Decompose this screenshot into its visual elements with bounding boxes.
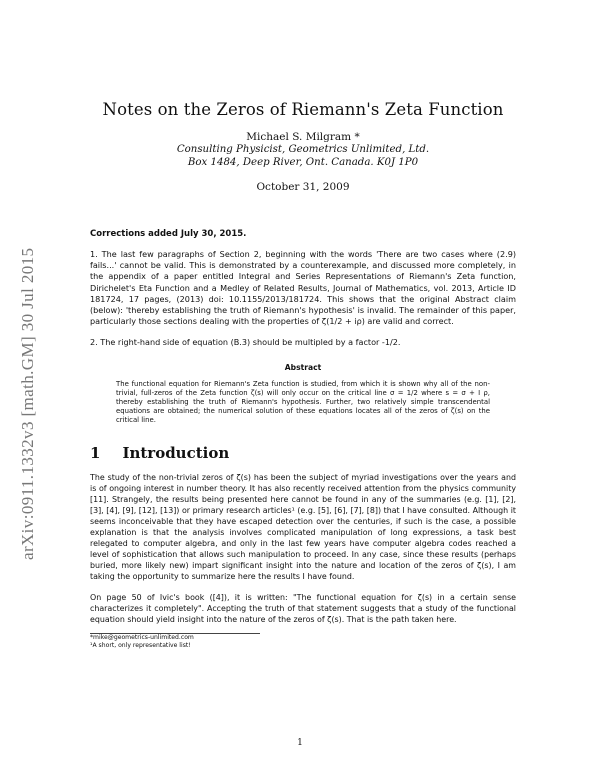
footnote-1: ¹A short, only representative list! <box>90 641 191 649</box>
section-title: Introduction <box>122 443 230 462</box>
correction-item-1: 1. The last few paragraphs of Section 2, beginning with the words 'There are two cases where (2.9) fails...' cannot be valid. This is demonstrated by a counterexample, and discussed more completely, in the appendix of a paper entitled Integral and Series Representations of Riemann's Zeta function, Dirichelet's Eta Function and a Medley of Related Results, Journal of Mathematics, vol. 2013, Article ID 181724, 17 pages, (2013) doi: 10.1155/2013/181724. This shows that the original Abstract claim (below): 'thereby establishing the truth of Riemann's hypothesis' is invalid. The remainder of this paper, particularly those sections dealing with the properties of ζ(1/2 + iρ) are valid and correct. <box>90 249 516 327</box>
abstract-heading: Abstract <box>284 362 322 372</box>
page-number: 1 <box>297 738 303 748</box>
affiliation-line-1: Consulting Physicist, Geometrics Unlimited, Ltd. <box>176 144 430 155</box>
footnote-email: *mike@geometrics-unlimited.com <box>90 633 194 641</box>
paper-date: October 31, 2009 <box>256 181 350 193</box>
arxiv-side-stamp: arXiv:0911.1332v3 [math.GM] 30 Jul 2015 <box>18 247 37 560</box>
page-content <box>90 92 516 650</box>
correction-item-2: 2. The right-hand side of equation (B.3) should be multipled by a factor -1/2. <box>90 337 401 348</box>
corrections-heading: Corrections added July 30, 2015. <box>90 229 247 239</box>
section-heading <box>90 444 516 462</box>
intro-paragraph-2: On page 50 of Ivic's book ([4]), it is written: "The functional equation for ζ(s) in a certain sense characterizes it completely". Accepting the truth of that statement suggests that a study of the functional equation should yield insight into the nature of the zeros of ζ(s). That is the path taken here. <box>90 592 516 624</box>
section-number: 1 <box>90 443 101 462</box>
author-name: Michael S. Milgram * <box>246 131 360 143</box>
abstract-text: The functional equation for Riemann's Zeta function is studied, from which it is shown why all of the non-trivial, full-zeros of the Zeta function ζ(s) will only occur on the critical line σ = 1/2 where s = σ + I ρ, thereby establishing the truth of Riemann's hypothesis. Further, two relatively simple transcendental equations are obtained; the numerical solution of these equations locates all of the zeros of ζ(s) on the critical line. <box>116 379 490 425</box>
paper-title: Notes on the Zeros of Riemann's Zeta Function <box>102 100 504 119</box>
affiliation-line-2: Box 1484, Deep River, Ont. Canada. K0J 1P0 <box>187 157 419 168</box>
intro-paragraph-1: The study of the non-trivial zeros of ζ(s) has been the subject of myriad investigations over the years and is of ongoing interest in number theory. It has also recently received attention from the physics community [11]. Strangely, the results being presented here cannot be found in any of the summaries (e.g. [1], [2], [3], [4], [9], [12], [13]) or primary research articles¹ (e.g. [5], [6], [7], [8]) that I have consulted. Although it seems inconceivable that they have escaped detection over the centuries, if such is the case, a possible explanation is that the analysis involves complicated manipulation of long expressions, a task best relegated to computer algebra, and only in the last few years have computer algebra codes reached a level of sophistication that allows such manipulation to proceed. In any case, since these results (perhaps buried, more likely new) impart significant insight into the nature and location of the zeros of ζ(s), I am taking the opportunity to summarize here the results I have found. <box>90 472 516 581</box>
